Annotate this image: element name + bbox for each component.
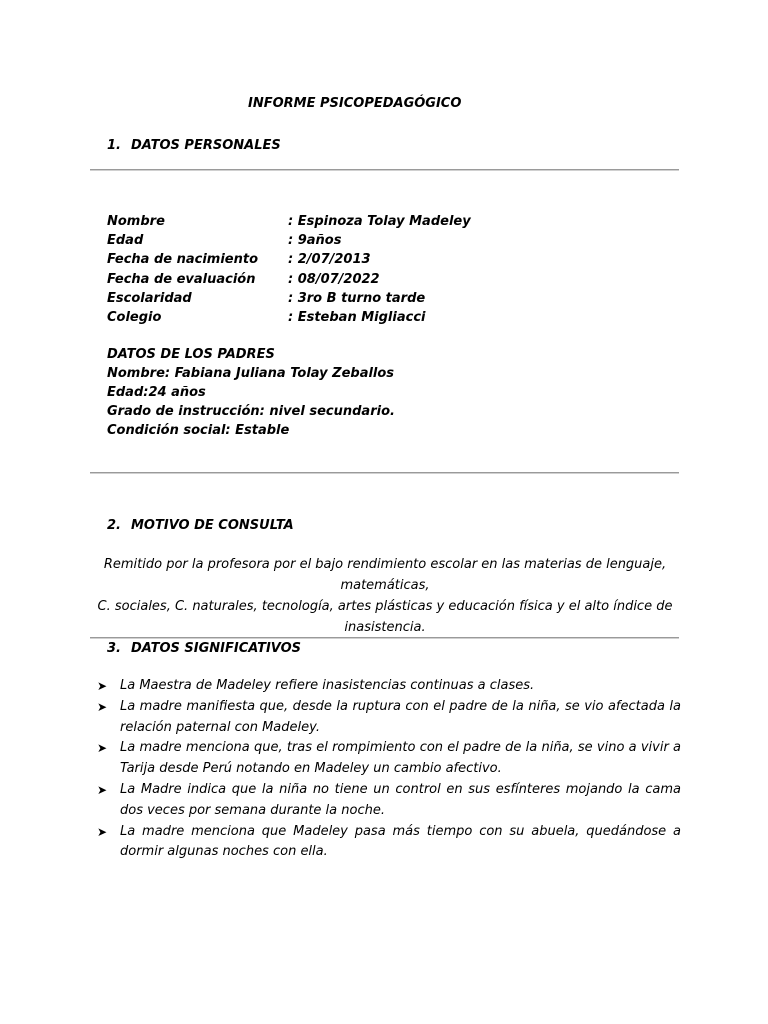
section3-title: DATOS SIGNIFICATIVOS: [131, 641, 302, 656]
field-value: : 08/07/2022: [288, 271, 380, 287]
consultation-reason-line: Remitido por la profesora por el bajo rendimiento escolar en las materias de lenguaje, matemáticas,: [103, 557, 667, 593]
parents-heading: DATOS DE LOS PADRES: [107, 347, 275, 362]
arrowhead-bullet-icon: ➤: [97, 782, 108, 797]
field-value: : 9años: [288, 233, 342, 249]
field-label: Fecha de nacimiento: [107, 252, 259, 268]
arrowhead-bullet-icon: ➤: [97, 824, 108, 839]
list-item: [97, 697, 681, 739]
section1-title: DATOS PERSONALES: [131, 138, 281, 153]
list-item-text: La Madre indica que la niña no tiene un control en sus esfínteres mojando la cama dos veces por semana durante la noche.: [120, 781, 681, 818]
section3-number: 3.: [107, 641, 121, 656]
arrowhead-bullet-icon: ➤: [97, 679, 108, 693]
list-item-text: La madre menciona que, tras el rompimiento con el padre de la niña, se vino a vivir a Tarija desde Perú notando en Madeley un cambio afectivo.: [120, 740, 681, 777]
field-value: : Esteban Migliacci: [288, 309, 426, 325]
list-item-text: La madre menciona que Madeley pasa más tiempo con su abuela, quedándose a dormir algunas noches con ella.: [120, 823, 681, 860]
parents-data: [107, 345, 395, 440]
parent-social-condition: Condición social: Estable: [107, 423, 290, 438]
field-label: Nombre: [107, 214, 165, 229]
arrowhead-bullet-icon: ➤: [97, 741, 108, 756]
list-item: [97, 780, 681, 822]
section-divider: [90, 169, 679, 171]
section2-title: MOTIVO DE CONSULTA: [131, 518, 294, 533]
document-title: INFORME PSICOPEDAGÓGICO: [248, 96, 462, 111]
section2-heading: [107, 516, 294, 535]
field-label: Colegio: [107, 309, 162, 325]
consultation-reason-text: [60, 554, 710, 638]
parent-education: Grado de instrucción: nivel secundario.: [107, 404, 395, 419]
parent-age: Edad:24 años: [107, 385, 206, 400]
field-label: Fecha de evaluación: [107, 271, 256, 287]
section2-number: 2.: [107, 518, 121, 533]
field-value: : 2/07/2013: [288, 252, 371, 268]
parent-name: Nombre: Fabiana Juliana Tolay Zeballos: [107, 366, 395, 381]
significant-data-list: [97, 676, 681, 863]
list-item: [97, 738, 681, 780]
section1-heading: [107, 136, 281, 155]
list-item-text: La Maestra de Madeley refiere inasistencias continuas a clases.: [120, 678, 535, 693]
field-value: : 3ro B turno tarde: [288, 290, 426, 306]
list-item-text: La madre manifiesta que, desde la ruptura con el padre de la niña, se vio afectada la relación paternal con Madeley.: [120, 698, 681, 735]
section3-heading: [107, 639, 301, 658]
field-label: Escolaridad: [107, 290, 192, 306]
section1-number: 1.: [107, 138, 121, 153]
list-item: [97, 676, 681, 697]
section-divider: [90, 472, 679, 474]
list-item: [97, 822, 681, 864]
field-label: Edad: [107, 233, 144, 249]
consultation-reason-line: C. sociales, C. naturales, tecnología, artes plásticas y educación física y el alto índice de inasistencia.: [97, 599, 673, 635]
field-value: : Espinoza Tolay Madeley: [288, 214, 471, 229]
arrowhead-bullet-icon: ➤: [97, 699, 108, 714]
